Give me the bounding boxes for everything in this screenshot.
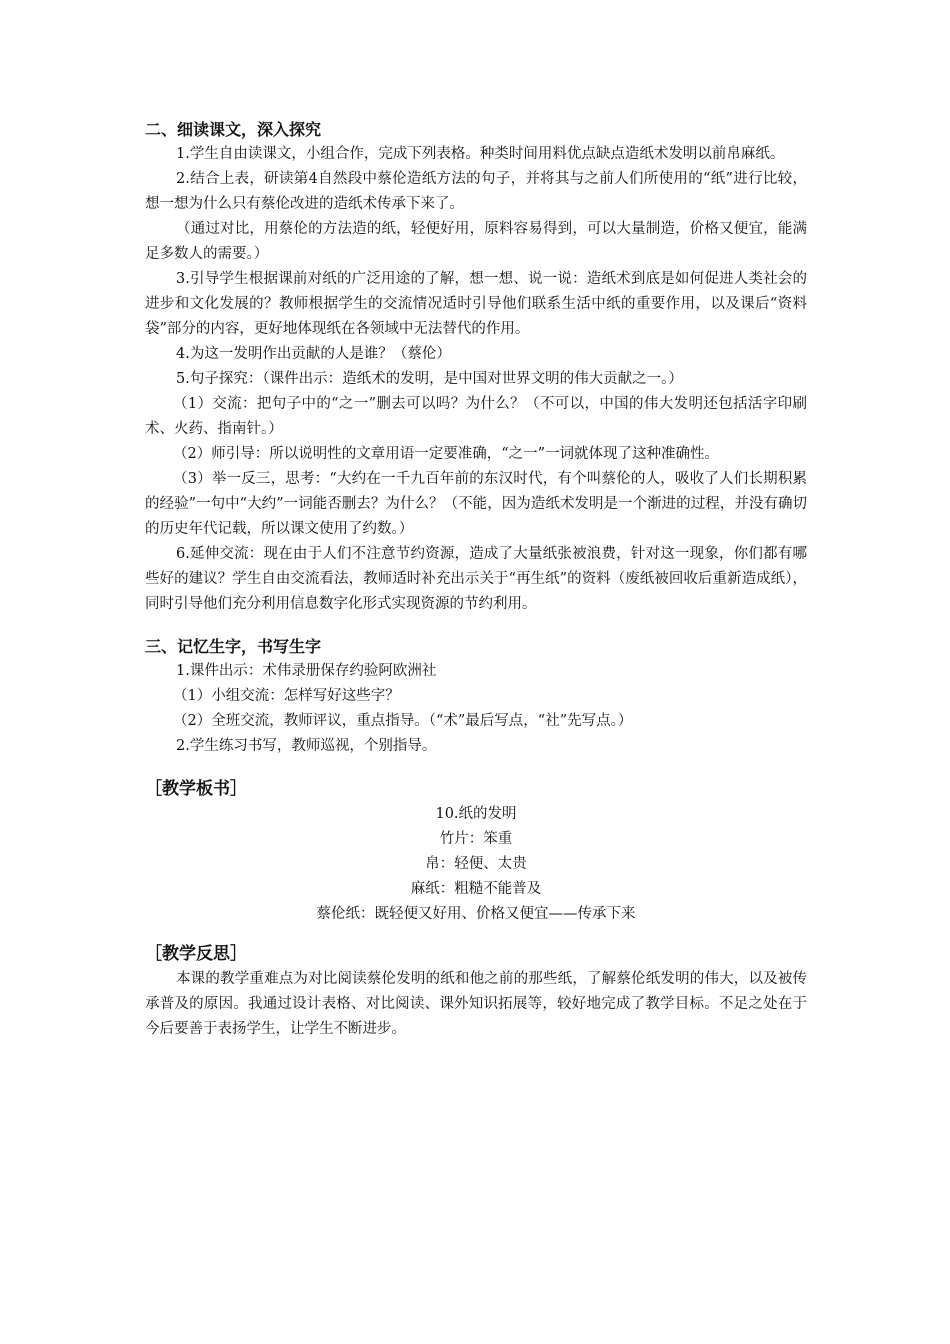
section2-item-3: 3.引导学生根据课前对纸的广泛用途的了解，想一想、说一说：造纸术到底是如何促进人类社会的进步和文化发展的？教师根据学生的交流情况适时引导他们联系生活中纸的重要作用，以及课后“资料袋”部分的内容，更好地体现纸在各领域中无法替代的作用。 <box>145 271 807 337</box>
section2-heading: 二、细读课文，深入探究 <box>145 120 322 139</box>
section3-heading: 三、记忆生字，书写生字 <box>145 637 322 656</box>
board-line: 帛：轻便、太贵 <box>425 856 527 872</box>
section2-item-5-3: （3）举一反三，思考：“大约在一千九百年前的东汉时代，有个叫蔡伦的人，吸收了人们长期积累的经验”一句中“大约”一词能否删去？为什么？（不能，因为造纸术发明是一个渐进的过程，并没有确切的历史年代记载，所以课文使用了约数。） <box>145 471 807 537</box>
reflection-text: 本课的教学重难点为对比阅读蔡伦发明的纸和他之前的那些纸，了解蔡伦纸发明的伟大，以及被传承普及的原因。我通过设计表格、对比阅读、课外知识拓展等，较好地完成了教学目标。不足之处在于今后要善于表扬学生，让学生不断进步。 <box>145 971 807 1037</box>
section3-item-1-2: （2）全班交流，教师评议，重点指导。（“术”最后写点，“社”先写点。） <box>173 713 633 729</box>
board-line: 麻纸：粗糙不能普及 <box>410 881 542 897</box>
spacer <box>145 759 807 776</box>
section2-item-6: 6.延伸交流：现在由于人们不注意节约资源，造成了大量纸张被浪费，针对这一现象，你们都有哪些好的建议？学生自由交流看法，教师适时补充出示关于“再生纸”的资料（废纸被回收后重新造成纸），同时引导他们充分利用信息数字化形式实现资源的节约利用。 <box>145 546 807 612</box>
section2-item-1: 1.学生自由读课文，小组合作，完成下列表格。种类时间用料优点缺点造纸术发明以前帛麻纸。 <box>176 146 785 162</box>
reflection-heading: ［教学反思］ <box>145 944 247 964</box>
section2-item-5: 5.句子探究：（课件出示：造纸术的发明，是中国对世界文明的伟大贡献之一。） <box>176 371 683 387</box>
section2-item-5-1: （1）交流：把句子中的“之一”删去可以吗？为什么？（不可以，中国的伟大发明还包括活字印刷术、火药、指南针。） <box>145 396 807 437</box>
section3-item-2: 2.学生练习书写，教师巡视，个别指导。 <box>176 738 437 754</box>
section3-item-1: 1.课件出示：术伟录册保存约验阿欧洲社 <box>176 663 437 679</box>
spacer <box>145 617 807 635</box>
board-line: 竹片：笨重 <box>439 831 513 847</box>
blackboard-notes <box>145 802 807 927</box>
board-title: 10.纸的发明 <box>435 806 517 822</box>
section2-item-2: 2.结合上表，研读第4自然段中蔡伦造纸方法的句子，并将其与之前人们所使用的“纸”进行比较，想一想为什么只有蔡伦改进的造纸术传承下来了。 <box>145 171 807 212</box>
section3-item-1-1: （1）小组交流：怎样写好这些字？ <box>173 688 400 704</box>
document-body <box>145 118 807 1042</box>
spacer <box>145 927 807 941</box>
board-line: 蔡伦纸：既轻便又好用、价格又便宜——传承下来 <box>316 906 636 922</box>
section2-item-5-2: （2）师引导：所以说明性的文章用语一定要准确，“之一”一词就体现了这种准确性。 <box>173 446 720 462</box>
section2-item-4: 4.为这一发明作出贡献的人是谁？（蔡伦） <box>176 346 451 362</box>
board-heading: ［教学板书］ <box>145 779 247 799</box>
section2-answer-2: （通过对比，用蔡伦的方法造的纸，轻便好用，原料容易得到，可以大量制造，价格又便宜，能满足多数人的需要。） <box>145 221 807 262</box>
